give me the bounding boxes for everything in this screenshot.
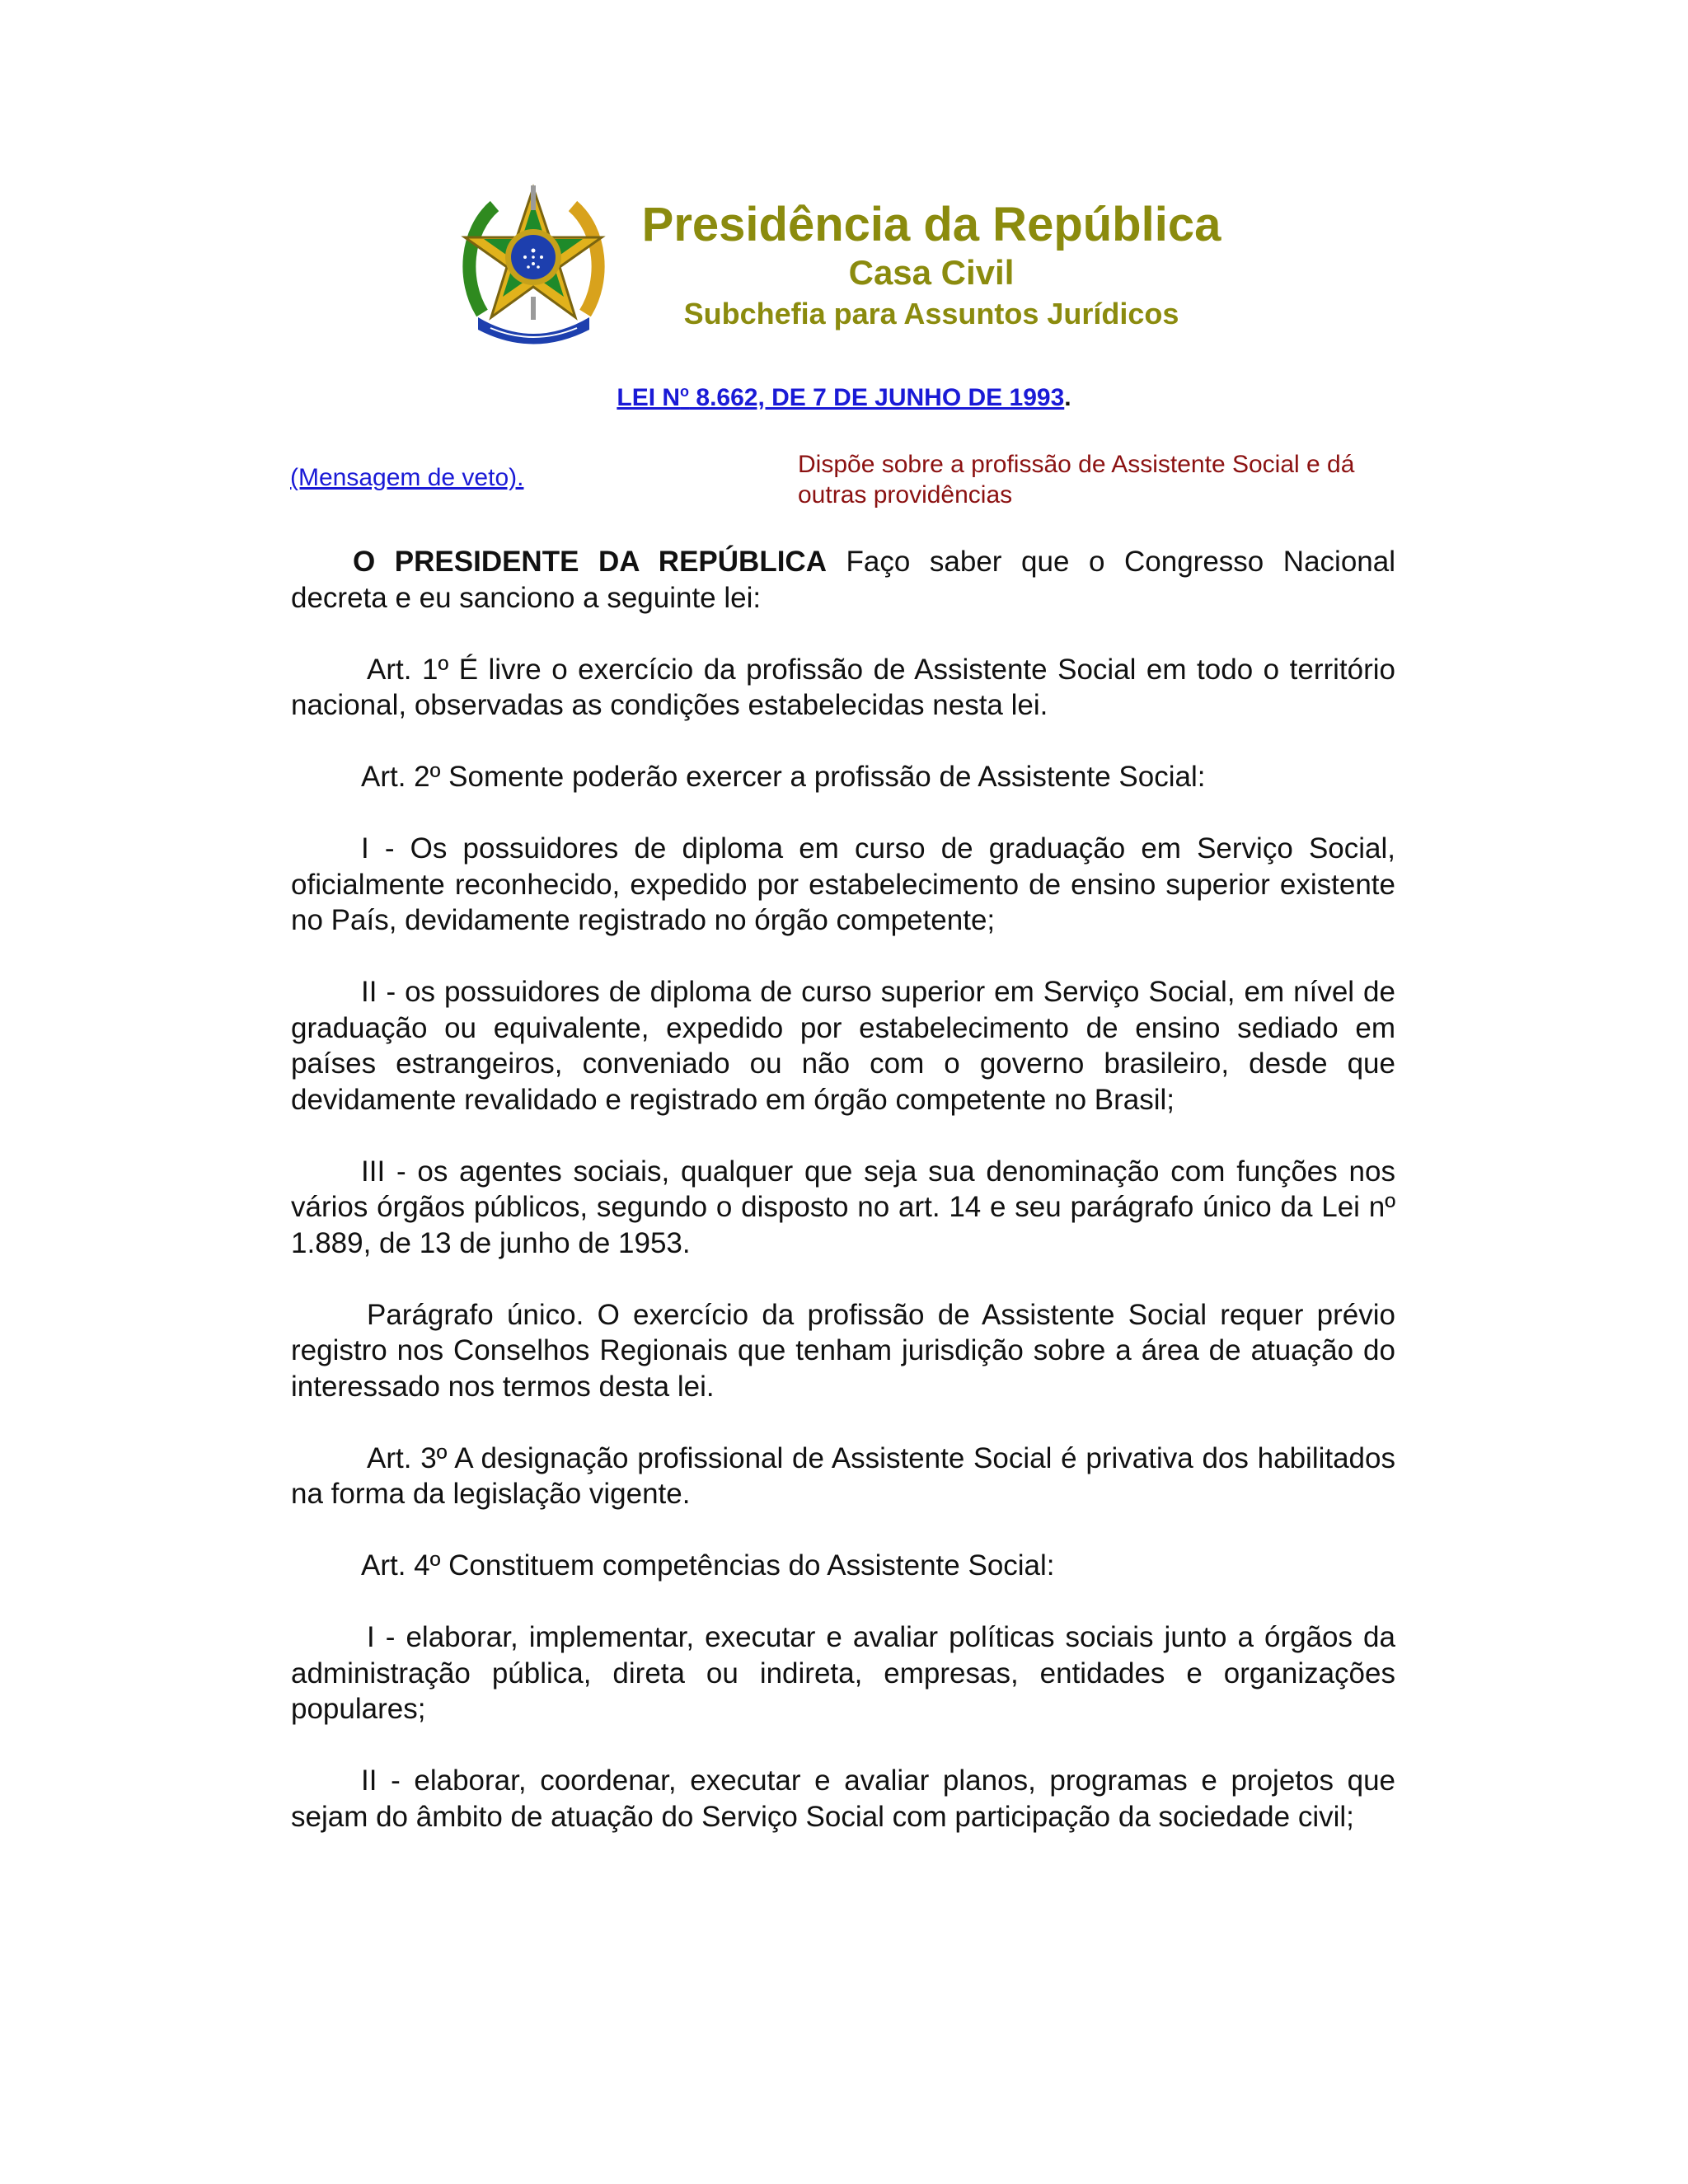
preamble-text: Faço saber que o Congresso Nacional decreta e eu sanciono a seguinte lei:	[291, 546, 1395, 614]
art-4: Art. 4º Constituem competências do Assistente Social:	[361, 1549, 1055, 1582]
law-title	[0, 383, 1688, 412]
art-4-item-i: I - elaborar, implementar, executar e avaliar políticas sociais junto a órgãos da administração pública, direta ou indireta, empresas, entidades e organizações populares;	[291, 1621, 1395, 1725]
preamble-bold: O PRESIDENTE DA REPÚBLICA	[353, 546, 827, 578]
law-body	[291, 544, 1395, 1871]
law-title-period: .	[1064, 384, 1071, 411]
law-title-link[interactable]: LEI $N^o$ 8.662, DE 7 DE JUNHO DE 1993	[617, 383, 1065, 411]
art-2-sole-paragraph: Parágrafo único. O exercício da profissão de Assistente Social requer prévio registro nos Conselhos Regionais que tenham jurisdição sobre a área de atuação do interessado nos termos desta lei.	[291, 1298, 1395, 1403]
institution-name: Presidência da República	[641, 198, 1221, 251]
law-summary: Dispõe sobre a profissão de Assistente Social e dá outras providências	[798, 451, 1355, 509]
document-header	[457, 181, 1249, 350]
art-4-item-ii: II - elaborar, coordenar, executar e avaliar planos, programas e projetos que sejam do âmbito de atuação do Serviço Social com participação da sociedade civil;	[291, 1765, 1395, 1833]
institution-block	[614, 198, 1249, 335]
preamble	[291, 544, 1395, 616]
art-3: Art. 3º A designação profissional de Assistente Social é privativa dos habilitados na forma da legislação vigente.	[291, 1441, 1395, 1510]
veto-message-link[interactable]: (Mensagem de veto).	[290, 464, 524, 491]
art-2-item-i: I - Os possuidores de diploma em curso de graduação em Serviço Social, oficialmente reconhecido, expedido por estabelecimento de ensino superior existente no País, devidamente registrado no órgão competente;	[291, 832, 1395, 936]
coat-of-arms-icon	[457, 181, 610, 346]
office-name: Casa Civil	[848, 253, 1015, 292]
art-2: Art. 2º Somente poderão exercer a profissão de Assistente Social:	[361, 761, 1206, 793]
art-2-item-iii: III - os agentes sociais, qualquer que seja sua denominação com funções nos vários órgãos públicos, segundo o disposto no art. 14 e seu parágrafo único da Lei nº 1.889, de 13 de junho de 1953.	[291, 1155, 1395, 1259]
art-1: Art. 1º É livre o exercício da profissão de Assistente Social em todo o território nacional, observadas as condições estabelecidas nesta lei.	[291, 653, 1395, 721]
art-2-item-ii: II - os possuidores de diploma de curso superior em Serviço Social, em nível de graduação ou equivalente, expedido por estabelecimento de ensino sediado em países estrangeiros, conveniado ou não com o governo brasileiro, desde que devidamente revalidado e registrado em órgão competente no Brasil;	[291, 976, 1395, 1116]
division-name: Subchefia para Assuntos Jurídicos	[683, 297, 1179, 330]
